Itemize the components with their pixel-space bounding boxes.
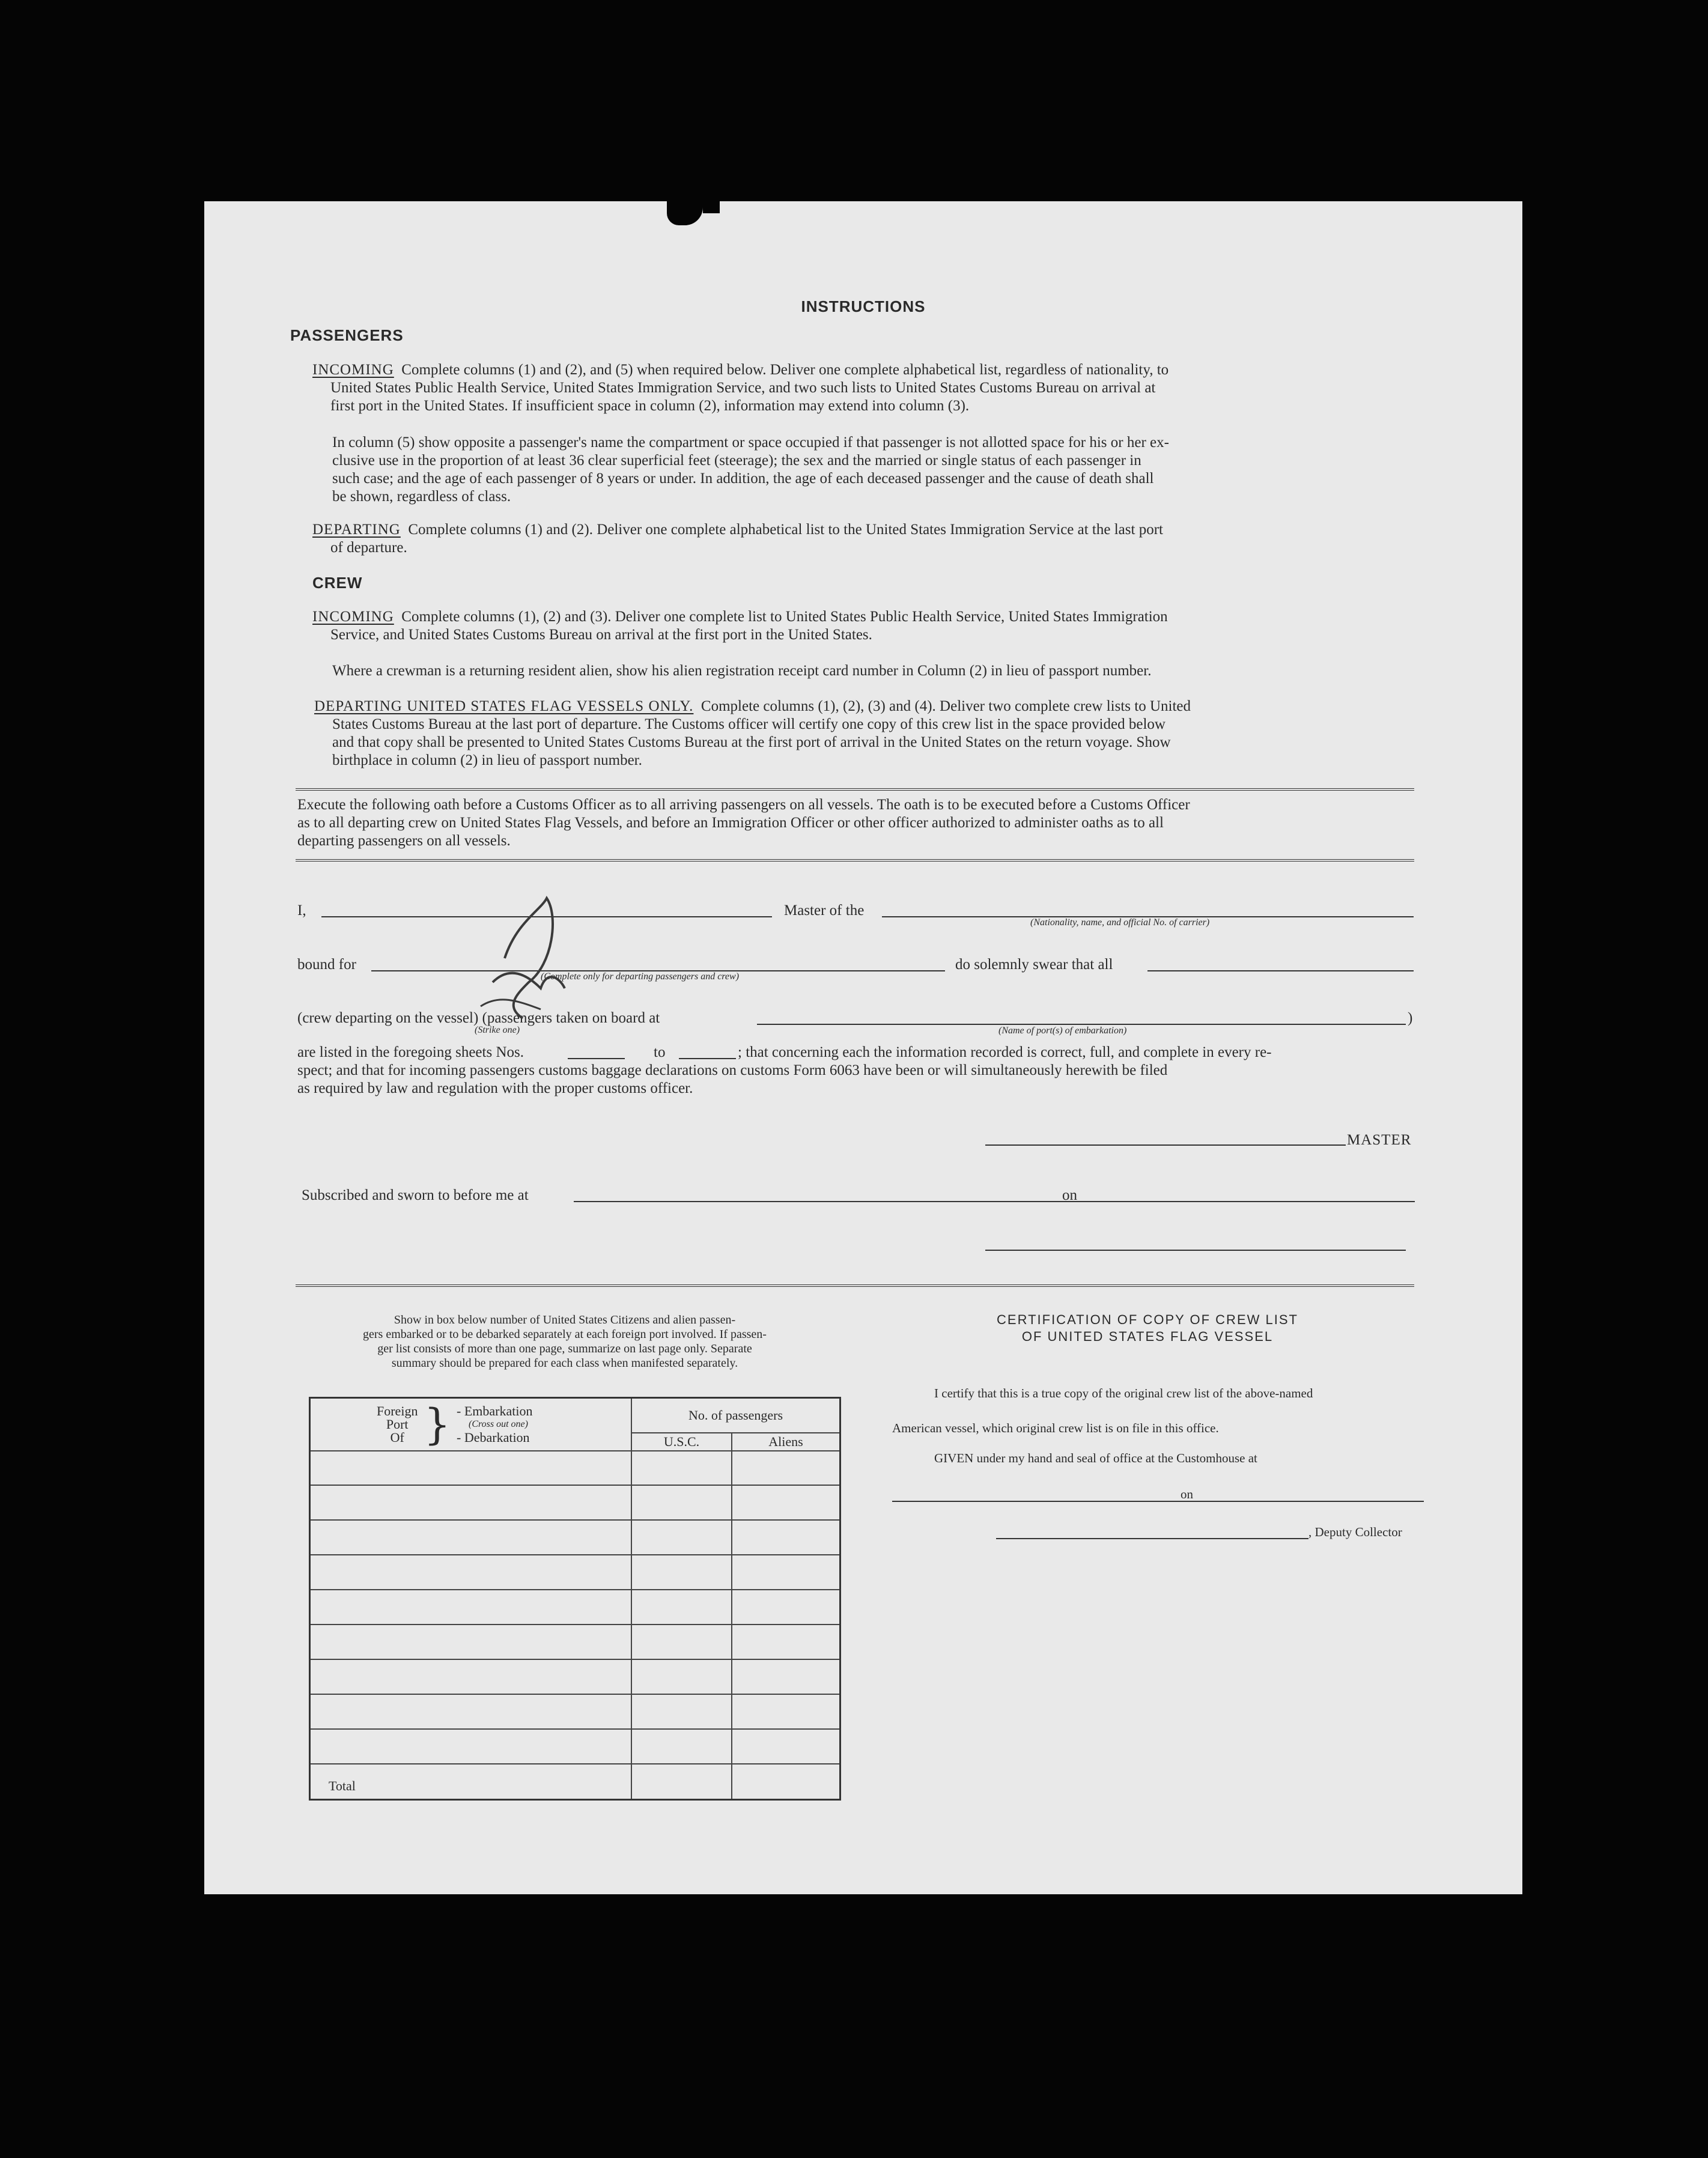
- crew-incoming-section: [312, 608, 1414, 644]
- given-line: GIVEN under my hand and seal of office at the Customhouse at: [934, 1451, 1257, 1465]
- master-label: MASTER: [1347, 1132, 1412, 1148]
- table-row[interactable]: [310, 1659, 840, 1694]
- passengers-incoming-line-1: INCOMING Complete columns (1) and (2), and (5) when required below. Deliver one complete alphabetical list, regardless of nationality, to: [312, 362, 1169, 378]
- crew-resident-line: Where a crewman is a returning resident alien, show his alien registration receipt card number in Column (2) in lieu of passport number.: [332, 663, 1152, 679]
- deputy-collector-label: , Deputy Collector: [1308, 1525, 1402, 1539]
- crew-flag-line-2: States Customs Bureau at the last port of departure. The Customs officer will certify one copy of this crew list in the space provided below: [332, 716, 1166, 732]
- column5-line-3: such case; and the age of each passenger of 8 years or under. In addition, the age of each deceased passenger and the cause of death shall: [332, 470, 1154, 487]
- subscribed-label: Subscribed and sworn to before me at: [302, 1187, 529, 1203]
- torn-edge-fragment: [703, 201, 720, 213]
- crew-flag-line-1: DEPARTING UNITED STATES FLAG VESSELS ONLY. Complete columns (1), (2), (3) and (4). Deliver two complete crew lists to United: [314, 698, 1191, 714]
- ports-hint: (Name of port(s) of embarkation): [998, 1026, 1127, 1036]
- sheets-to: to: [654, 1044, 666, 1060]
- oath-intro: [297, 796, 1415, 850]
- crew-flag-section: [314, 698, 1414, 770]
- sheet-to-field[interactable]: [679, 1058, 736, 1059]
- foreign-port-of: Foreign Port Of: [377, 1403, 418, 1445]
- embarkation-ports-field[interactable]: [757, 1024, 1406, 1025]
- sheets-prefix: are listed in the foregoing sheets Nos.: [297, 1044, 524, 1060]
- master-of-the-label: Master of the: [784, 902, 865, 919]
- passengers-departing-line-2: of departure.: [330, 540, 407, 556]
- usc-header: U.S.C.: [631, 1433, 732, 1451]
- table-row[interactable]: [310, 1625, 840, 1659]
- summary-intro: [300, 1313, 829, 1370]
- summary-intro-line-4: summary should be prepared for each class when manifested separately.: [391, 1357, 738, 1370]
- oath-i-label: I,: [297, 902, 306, 919]
- departing-hint: (Complete only for departing passengers and crew): [541, 971, 740, 982]
- oath-line-2: spect; and that for incoming passengers customs baggage declarations on customs Form 6063 have been or will simultaneously herewith be filed: [297, 1062, 1168, 1078]
- table-row[interactable]: [310, 1485, 840, 1520]
- certification-title-line-2: OF UNITED STATES FLAG VESSEL: [1021, 1329, 1274, 1344]
- total-aliens-cell[interactable]: [732, 1764, 840, 1800]
- passengers-incoming-line-2: United States Public Health Service, United States Immigration Service, and two such lists to United States Customs Bureau on arrival at: [330, 380, 1156, 396]
- customhouse-field[interactable]: [892, 1501, 1424, 1502]
- certification-title-line-1: CERTIFICATION OF COPY OF CREW LIST: [997, 1312, 1298, 1327]
- crew-flag-label: DEPARTING UNITED STATES FLAG VESSELS ONLY.: [314, 698, 694, 714]
- certification-title: [913, 1312, 1382, 1345]
- master-signature-field[interactable]: [985, 1144, 1346, 1146]
- divider-1: [296, 788, 1414, 791]
- strike-one-hint: (Strike one): [475, 1025, 520, 1035]
- total-label: Total: [310, 1764, 632, 1800]
- signature-scribble: [469, 886, 589, 1030]
- divider-3: [296, 1284, 1414, 1287]
- summary-intro-line-3: ger list consists of more than one page, summarize on last page only. Separate: [377, 1342, 752, 1355]
- crew-departing-label: (crew departing on the vessel) (passengers taken on board at: [297, 1010, 660, 1026]
- bound-for-label: bound for: [297, 956, 356, 973]
- column5-line-1: In column (5) show opposite a passenger's name the compartment or space occupied if that passenger is not allotted space for his or her ex-: [332, 434, 1169, 451]
- passengers-incoming-section: [312, 361, 1414, 415]
- total-row: [310, 1764, 840, 1800]
- instructions-title: INSTRUCTIONS: [801, 297, 926, 315]
- no-passengers-header: No. of passengers: [631, 1398, 840, 1433]
- crew-incoming-line-1: INCOMING Complete columns (1), (2) and (3). Deliver one complete list to United States Public Health Service, United States Immigration: [312, 609, 1168, 625]
- crew-heading: CREW: [312, 574, 363, 592]
- summary-intro-line-1: Show in box below number of United States Citizens and alien passen-: [394, 1313, 736, 1327]
- deputy-signature-field[interactable]: [996, 1538, 1308, 1539]
- total-usc-cell[interactable]: [631, 1764, 732, 1800]
- table-row[interactable]: [310, 1451, 840, 1485]
- crew-flag-line-3: and that copy shall be presented to United States Customs Bureau at the first port of arrival in the United States on the return voyage. Show: [332, 734, 1171, 750]
- column5-line-4: be shown, regardless of class.: [332, 488, 511, 505]
- crew-incoming-line-2: Service, and United States Customs Bureau on arrival at the first port in the United States.: [330, 627, 872, 643]
- subscribed-on-label: on: [1062, 1187, 1077, 1203]
- swear-label: do solemnly swear that all: [955, 956, 1113, 973]
- passengers-departing-label: DEPARTING: [312, 521, 401, 538]
- passenger-summary-table: [309, 1397, 841, 1801]
- port-header-cell: [310, 1398, 632, 1451]
- table-row[interactable]: [310, 1520, 840, 1555]
- column5-line-2: clusive use in the proportion of at least 36 clear superficial feet (steerage); the sex and the married or single status of each passenger in: [332, 452, 1141, 469]
- sheet-from-field[interactable]: [568, 1058, 625, 1059]
- passengers-departing-section: [312, 521, 1414, 557]
- crew-flag-line-4: birthplace in column (2) in lieu of passport number.: [332, 752, 642, 768]
- column5-paragraph: [332, 434, 1414, 506]
- divider-2: [296, 859, 1414, 862]
- table-row[interactable]: [310, 1694, 840, 1729]
- table-header-row: [310, 1398, 840, 1433]
- oath-line-3: as required by law and regulation with the proper customs officer.: [297, 1080, 693, 1096]
- brace-icon: }: [424, 1399, 451, 1449]
- oath-intro-line-3: departing passengers on all vessels.: [297, 833, 511, 849]
- close-paren: ): [1408, 1010, 1413, 1026]
- passengers-incoming-line-3: first port in the United States. If insufficient space in column (2), information may extend into column (3).: [330, 398, 970, 414]
- passengers-departing-line-1: DEPARTING Complete columns (1) and (2). Deliver one complete alphabetical list to the United States Immigration Service at the last port: [312, 521, 1163, 538]
- crew-incoming-label: INCOMING: [312, 609, 394, 625]
- oath-intro-line-1: Execute the following oath before a Customs Officer as to all arriving passengers on all vessels. The oath is to be executed before a Customs Officer: [297, 797, 1190, 813]
- table-row[interactable]: [310, 1590, 840, 1625]
- subscribed-officer-field[interactable]: [985, 1250, 1406, 1251]
- summary-intro-line-2: gers embarked or to be debarked separately at each foreign port involved. If passen-: [363, 1328, 767, 1341]
- certify-line: I certify that this is a true copy of the original crew list of the above-named: [934, 1386, 1313, 1400]
- american-line: American vessel, which original crew list is on file in this office.: [892, 1421, 1219, 1435]
- form-sheet: [204, 201, 1522, 1894]
- oath-intro-line-2: as to all departing crew on United States Flag Vessels, and before an Immigration Officer or other officer authorized to administer oaths as to all: [297, 815, 1164, 831]
- torn-edge: [667, 201, 703, 225]
- aliens-header: Aliens: [732, 1433, 840, 1451]
- subscribed-place-field[interactable]: [574, 1201, 1415, 1202]
- carrier-hint: (Nationality, name, and official No. of carrier): [1030, 917, 1210, 928]
- passengers-heading: PASSENGERS: [290, 326, 404, 344]
- passengers-incoming-label: INCOMING: [312, 362, 394, 378]
- sheets-suffix: ; that concerning each the information recorded is correct, full, and complete in every re-: [738, 1044, 1272, 1060]
- embark-debark-options: - Embarkation (Cross out one) - Debarkation: [457, 1403, 533, 1445]
- certification-on-label: on: [1181, 1487, 1193, 1501]
- table-row[interactable]: [310, 1729, 840, 1764]
- swear-field[interactable]: [1147, 970, 1414, 971]
- table-row[interactable]: [310, 1555, 840, 1590]
